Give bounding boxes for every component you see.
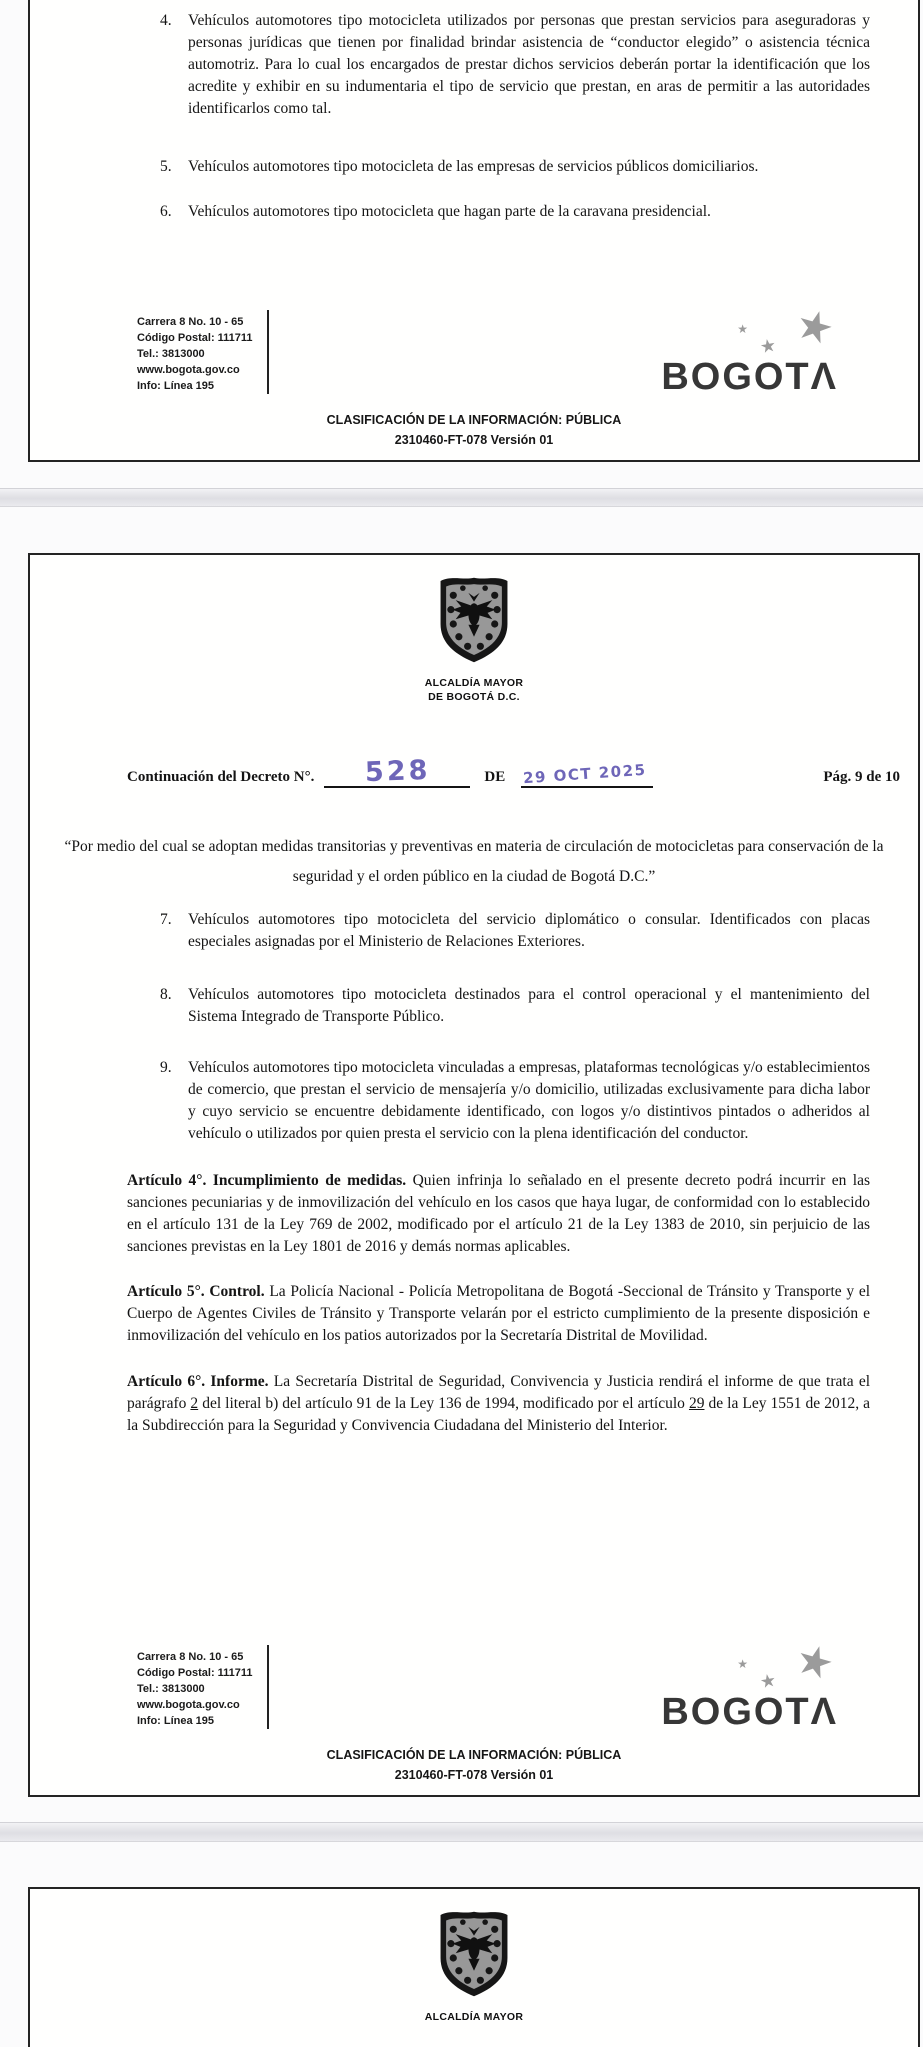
bogota-logo-lambda: Λ: [810, 1691, 838, 1733]
footer-website: www.bogota.gov.co: [137, 364, 240, 376]
decree-number-field: [324, 754, 470, 789]
star-icon: ★: [737, 322, 748, 336]
footer-address-line: Tel.: 3813000: [137, 348, 205, 360]
footer-address-line: Carrera 8 No. 10 - 65: [137, 1651, 244, 1663]
decree-label: Continuación del Decreto N°.: [127, 769, 315, 785]
decree-continuation-header: [30, 754, 918, 789]
decree-page-9: [28, 553, 920, 1797]
decree-de-label: DE: [484, 769, 506, 785]
footer-website: www.bogota.gov.co: [137, 1699, 240, 1711]
bogota-logo: [623, 1635, 840, 1737]
footer-address-line: Tel.: 3813000: [137, 1683, 205, 1695]
star-icon: ★: [790, 1635, 840, 1691]
footer-top-row: [30, 300, 918, 402]
bogota-logo-word: BOGOT: [661, 1691, 811, 1733]
list-item-8: [127, 984, 870, 1028]
list-item-4: [127, 10, 870, 120]
crest-caption-line2: DE BOGOTÁ D.C.: [428, 691, 520, 703]
footer-divider: [267, 1645, 269, 1729]
list-item-text: Vehículos automotores tipo motocicleta utilizados por personas que prestan servicios para aseguradoras y personas jurídicas que tienen por finalidad brindar asistencia de “conductor elegido” o asistencia técnica automotriz. Para lo cual los encargados de prestar dichos servicios deberán portar la identificación que los acredite y exhibir en su indumentaria el tipo de servicio que prestan, en aras de permitir a las autoridades identificarlos como tal.: [188, 12, 870, 117]
footer-top-row: [30, 1635, 918, 1737]
list-item-9: [127, 1057, 870, 1145]
footer-address-line: Carrera 8 No. 10 - 65: [137, 316, 244, 328]
star-icon: ★: [790, 300, 840, 356]
list-item-text: Vehículos automotores tipo motocicleta que hagan parte de la caravana presidencial.: [188, 203, 711, 220]
list-item-number: 6.: [160, 203, 172, 220]
footer-info-line: Info: Línea 195: [137, 380, 215, 392]
form-version-line: 2310460-FT-078 Versión 01: [394, 433, 554, 447]
decree-number-stamp: 528: [364, 754, 431, 789]
page-separator: [0, 1822, 923, 1842]
classification-block: [30, 1745, 918, 1785]
article-4-paragraph: Artículo 4°. Incumplimiento de medidas. Quien infrinja lo señalado en el presente decreto podrá incurrir en las sanciones pecuniarias y de inmovilización del vehículo en los casos que haya lugar, de conformidad con lo establecido en el artículo 131 de la Ley 769 de 2002, modificado por el artículo 21 de la Ley 1383 de 2010, sin perjuicio de las sanciones previstas en la Ley 1801 de 2016 y demás normas aplicables.: [127, 1172, 870, 1255]
decree-date-field: [521, 758, 653, 788]
list-item-text: Vehículos automotores tipo motocicleta vinculadas a empresas, plataformas tecnológicas y/o establecimientos de comercio, que prestan el servicio de mensajería y/o domicilio, utilizadas exclusivamente para dicha labor y cuyo servicio se encuentre debidamente identificado, con logos y/o distintivos pintados o adheridos al vehículo o utilizados por quien presta el servicio con la plena identificación del conductor.: [188, 1059, 870, 1142]
footer-info-line: Info: Línea 195: [137, 1715, 215, 1727]
decree-subject: “Por medio del cual se adoptan medidas transitorias y preventivas en materia de circulación de motocicletas para conservación de la seguridad y el orden público en la ciudad de Bogotá D.C.”: [64, 838, 884, 885]
list-item-number: 5.: [160, 158, 172, 175]
crest-block: [30, 1889, 918, 2024]
list-item-number: 8.: [160, 986, 172, 1003]
footer-divider: [267, 310, 269, 394]
bogota-logo-word: BOGOT: [661, 356, 811, 398]
page-footer: [30, 300, 918, 450]
page1-content: [30, 0, 918, 223]
list-item-number: 7.: [160, 911, 172, 928]
page2-content: [30, 909, 918, 1437]
bogota-logo: [623, 300, 840, 402]
list-item-text: Vehículos automotores tipo motocicleta destinados para el control operacional y el mantenimiento del Sistema Integrado de Transporte Público.: [188, 986, 870, 1025]
list-item-5: [127, 156, 870, 178]
list-item-text: Vehículos automotores tipo motocicleta del servicio diplomático o consular. Identificados con placas especiales asignadas por el Ministerio de Relaciones Exteriores.: [188, 911, 870, 950]
bogota-crest-icon: [434, 1907, 514, 2001]
footer-address-line: Código Postal: 111711: [137, 332, 253, 344]
page-separator: [0, 488, 923, 507]
star-icon: ★: [758, 1669, 778, 1693]
list-item-7: [127, 909, 870, 953]
bogota-logo-text: [661, 1693, 838, 1731]
bogota-logo-lambda: Λ: [810, 356, 838, 398]
form-version-line: 2310460-FT-078 Versión 01: [394, 1768, 554, 1782]
page-footer: [30, 1635, 918, 1785]
article-5-paragraph: Artículo 5°. Control. La Policía Nacional - Policía Metropolitana de Bogotá -Seccional de Tránsito y Transporte y el Cuerpo de Agentes Civiles de Tránsito y Transporte velarán por el estricto cumplimiento de la presente disposición e inmovilización del vehículo en los patios autorizados por la Secretaría Distrital de Movilidad.: [127, 1283, 871, 1344]
decree-page-8: [28, 0, 920, 462]
list-item-number: 4.: [160, 12, 172, 29]
star-icon: ★: [737, 1657, 748, 1671]
article-6-paragraph: Artículo 6°. Informe. La Secretaría Distrital de Seguridad, Convivencia y Justicia rendirá el informe de que trata el parágrafo 2 del literal b) del artículo 91 de la Ley 136 de 1994, modificado por el artículo 29 de la Ley 1551 de 2012, a la Subdirección para la Seguridad y Convivencia Ciudadana del Ministerio del Interior.: [127, 1373, 871, 1434]
bogota-crest-icon: [434, 573, 514, 667]
crest-caption: [30, 2010, 918, 2024]
classification-line: CLASIFICACIÓN DE LA INFORMACIÓN: PÚBLICA: [326, 413, 622, 427]
classification-line: CLASIFICACIÓN DE LA INFORMACIÓN: PÚBLICA: [326, 1748, 622, 1762]
decree-page-10: [28, 1887, 920, 2047]
list-item-6: [127, 201, 870, 223]
footer-address-block: [137, 310, 253, 394]
classification-block: [30, 410, 918, 450]
crest-caption-line1: ALCALDÍA MAYOR: [424, 2011, 524, 2023]
crest-caption-line1: ALCALDÍA MAYOR: [424, 677, 524, 689]
page-indicator: Pág. 9 de 10: [823, 769, 900, 785]
list-item-number: 9.: [160, 1059, 172, 1076]
bogota-logo-text: [661, 358, 838, 396]
decree-date-stamp: 29 OCT 2025: [522, 760, 648, 788]
crest-caption: [30, 676, 918, 704]
footer-address-block: [137, 1645, 253, 1729]
footer-address-line: Código Postal: 111711: [137, 1667, 253, 1679]
crest-block: [30, 555, 918, 704]
star-icon: ★: [758, 334, 778, 358]
list-item-text: Vehículos automotores tipo motocicleta de las empresas de servicios públicos domiciliarios.: [188, 158, 759, 175]
